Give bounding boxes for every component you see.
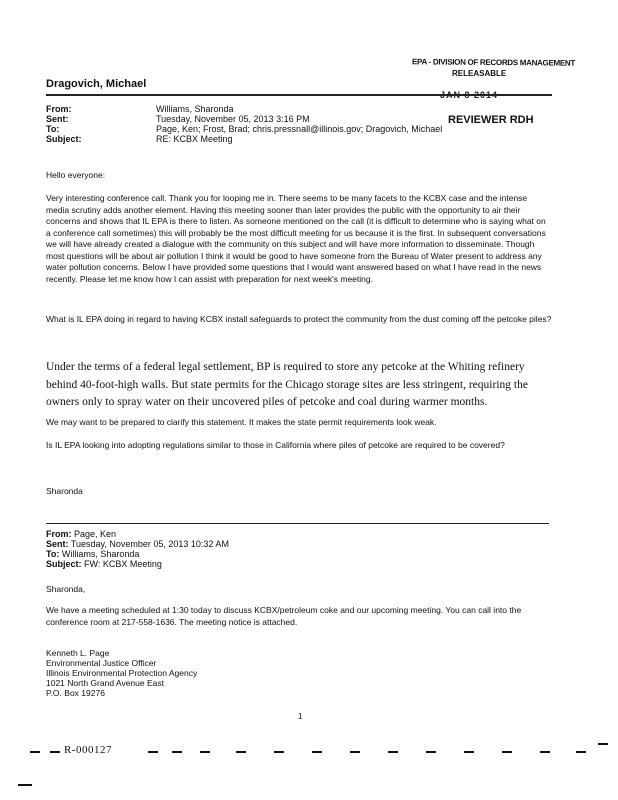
sent-value: Tuesday, November 05, 2013 3:16 PM xyxy=(156,114,310,124)
forward-divider xyxy=(46,523,549,524)
reviewer-stamp: REVIEWER RDH xyxy=(448,114,534,126)
fwd-to-label: To: xyxy=(46,549,60,559)
signature-agency: Illinois Environmental Protection Agency xyxy=(46,668,198,678)
signature-pobox: P.O. Box 19276 xyxy=(46,688,105,698)
bates-dash xyxy=(274,751,284,753)
bates-dash xyxy=(50,751,60,753)
signature-street: 1021 North Grand Avenue East xyxy=(46,678,164,688)
bates-dash xyxy=(464,751,474,753)
greeting: Hello everyone: xyxy=(46,170,106,180)
releasable-stamp: RELEASABLE xyxy=(452,69,507,78)
forward-paragraph: We have a meeting scheduled at 1:30 today to discuss KCBX/petroleum coke and our upcoming meeting. You can call into the conference room at 217-558-1636. The meeting notice is attached. xyxy=(46,605,522,627)
bates-dash xyxy=(426,751,436,753)
bates-dash xyxy=(148,751,158,753)
forwarded-header xyxy=(46,529,229,569)
bates-dash xyxy=(388,751,398,753)
bates-dash xyxy=(598,743,608,745)
bates-dash xyxy=(350,751,360,753)
page-number: 1 xyxy=(298,712,303,721)
fwd-subject-value: FW: KCBX Meeting xyxy=(84,559,162,569)
signature-name: Kenneth L. Page xyxy=(46,648,110,658)
header-divider xyxy=(46,94,552,96)
fwd-subject-label: Subject: xyxy=(46,559,82,569)
subject-value: RE: KCBX Meeting xyxy=(156,134,233,144)
records-management-stamp: EPA - DIVISION OF RECORDS MANAGEMENT xyxy=(411,57,576,68)
bates-dash xyxy=(236,751,246,753)
fwd-from-label: From: xyxy=(46,529,72,539)
fwd-from-value: Page, Ken xyxy=(74,529,117,539)
question-2: Is IL EPA looking into adopting regulations similar to those in California where piles of petcoke are required to be covered? xyxy=(46,440,505,450)
email-header xyxy=(46,104,442,144)
news-quote: Under the terms of a federal legal settlement, BP is required to store any petcoke at the Whiting refinery behind 40-foot-high walls. But state permits for the Chicago storage sites are less stringent, requiring the owners only to spray water on their uncovered piles of petcoke and coal during warmer months. xyxy=(46,361,528,408)
bates-dash xyxy=(18,784,32,786)
fwd-sent-label: Sent: xyxy=(46,539,69,549)
question-1: What is IL EPA doing in regard to having KCBX install safeguards to protect the community from the dust coming off the petcoke piles? xyxy=(46,314,552,324)
subject-label: Subject: xyxy=(46,134,82,144)
bates-dash xyxy=(200,751,210,753)
from-label: From: xyxy=(46,104,72,114)
to-label: To: xyxy=(46,124,60,134)
to-value: Page, Ken; Frost, Brad; chris.pressnall@illinois.gov; Dragovich, Michael xyxy=(156,124,443,134)
bates-dash xyxy=(312,751,322,753)
signature-title: Environmental Justice Officer xyxy=(46,658,157,668)
bates-dash xyxy=(502,751,512,753)
document-author: Dragovich, Michael xyxy=(46,78,147,90)
bates-dash xyxy=(540,751,550,753)
sent-label: Sent: xyxy=(46,114,69,124)
body-paragraph: Very interesting conference call. Thank you for looping me in. There seems to be many facets to the KCBX case and the intense media scrutiny adds another element. Having this meeting sooner than later provides the public with the opportunity to air their concerns and shows that IL EPA is there to listen. As someone mentioned on the call (it is difficult to determine who is saying what on a conference call sometimes) this will probably be the most difficult meeting for us because it is the first. In subsequent conversations we will have already created a dialogue with the community on this subject and will have more information to disseminate. Though most questions will be about air pollution I think it would be good to have someone from the Bureau of Water present to address any water pollution concerns. Below I have provided some questions that I would want answered based on what I have read in the news recently. Please let me know how I can assist with preparation for next week's meeting. xyxy=(46,193,546,284)
bates-number: R-000127 xyxy=(64,744,112,756)
bates-dash xyxy=(172,751,182,753)
from-value: Williams, Sharonda xyxy=(156,104,234,114)
signature-block xyxy=(46,648,197,698)
bates-dash xyxy=(30,751,40,753)
forward-greeting: Sharonda, xyxy=(46,584,86,594)
bates-dash xyxy=(576,751,586,753)
signoff: Sharonda xyxy=(46,486,83,496)
clarify-note: We may want to be prepared to clarify this statement. It makes the state permit requirements look weak. xyxy=(46,417,437,427)
fwd-sent-value: Tuesday, November 05, 2013 10:32 AM xyxy=(70,539,229,549)
fwd-to-value: Williams, Sharonda xyxy=(61,549,140,559)
